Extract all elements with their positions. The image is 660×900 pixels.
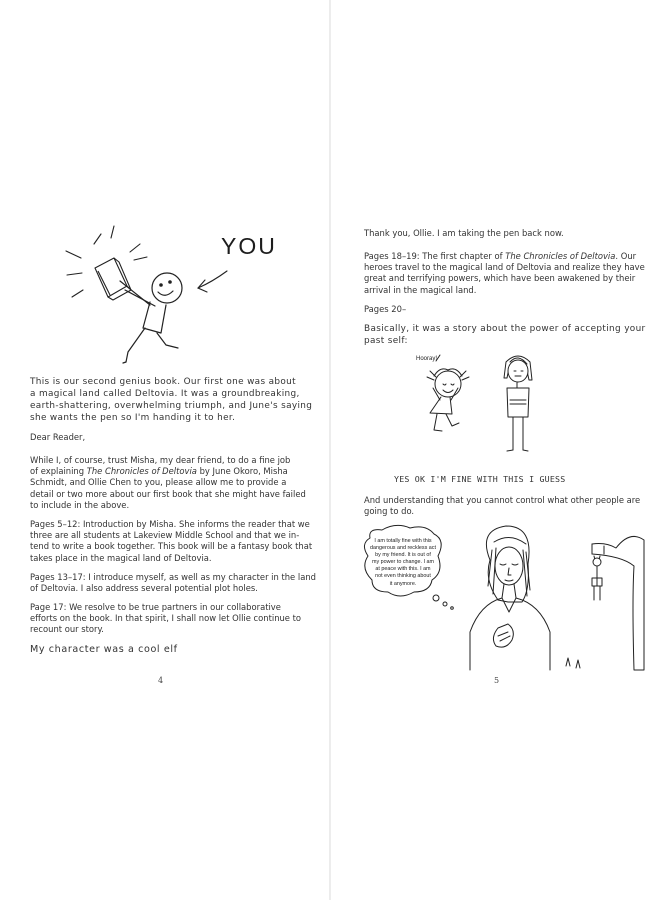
- page-number-right: 5: [494, 676, 500, 685]
- book-title: The Chronicles of Deltovia: [505, 251, 616, 261]
- handwritten-story-summary: Basically, it was a story about the power of accepting your past self:: [364, 324, 646, 346]
- hooray-speech: Hooray!: [416, 356, 438, 362]
- two-girls-illustration: [330, 340, 590, 470]
- paragraph-3: Pages 13–17: I introduce myself, as well as my character in the land of Deltovia. I also address several potential plot holes.: [30, 572, 316, 594]
- illustration-caption: YES OK I'M FINE WITH THIS I GUESS: [394, 474, 566, 484]
- thought-bubble-text: I am totally fine with this dangerous and reckless act by my friend. It is out of my power to change. I am at peace with this. I am not even thinking about it anymore.: [370, 538, 436, 587]
- paragraph-4: Page 17: We resolve to be true partners in our collaborative efforts on the book. In that spirit, I shall now let Ollie continue to recount our story.: [30, 602, 302, 635]
- right-page: [330, 0, 660, 900]
- paragraph-control: And understanding that you cannot control what other people are going to do.: [364, 495, 641, 517]
- paragraph-2: Pages 5–12: Introduction by Misha. She informs the reader that we three are all students at Lakeview Middle School and that we in- tend to write a book together. This book will be a fantasy book that takes place in the magical land of Deltovia.: [30, 519, 313, 563]
- salutation: Dear Reader,: [30, 432, 86, 442]
- handwritten-intro: This is our second genius book. Our first one was about a magical land called Deltovia. It was a groundbreaking, earth-shattering, overwhelming triumph, and June's saying she wants the pen so I'm handing it to her.: [30, 377, 313, 423]
- thank-you-line: Thank you, Ollie. I am taking the pen back now.: [364, 228, 564, 238]
- reading-stick-figure-illustration: [0, 0, 330, 380]
- paragraph-1: While I, of course, trust Misha, my dear friend, to do a fine job of explaining The Chronicles of Deltovia by June Okoro, Misha Schmidt, and Ollie Chen to you, please allow me to provide a detail or two more about our first book that she might have failed to include in the above.: [30, 455, 306, 510]
- paragraph-pages-20: Pages 20–: [364, 304, 407, 314]
- paragraph-pages-18-19: Pages 18–19: The first chapter of The Chronicles of Deltovia. Our heroes travel to the magical land of Deltovia and realize they have great and terrifying powers, which have been awakened by their arrival in the magical land.: [364, 251, 645, 295]
- you-label: YOU: [221, 233, 277, 259]
- handwritten-elf-note: My character was a cool elf: [30, 644, 178, 655]
- book-title: The Chronicles of Deltovia: [86, 466, 197, 477]
- page-number-left: 4: [158, 676, 164, 685]
